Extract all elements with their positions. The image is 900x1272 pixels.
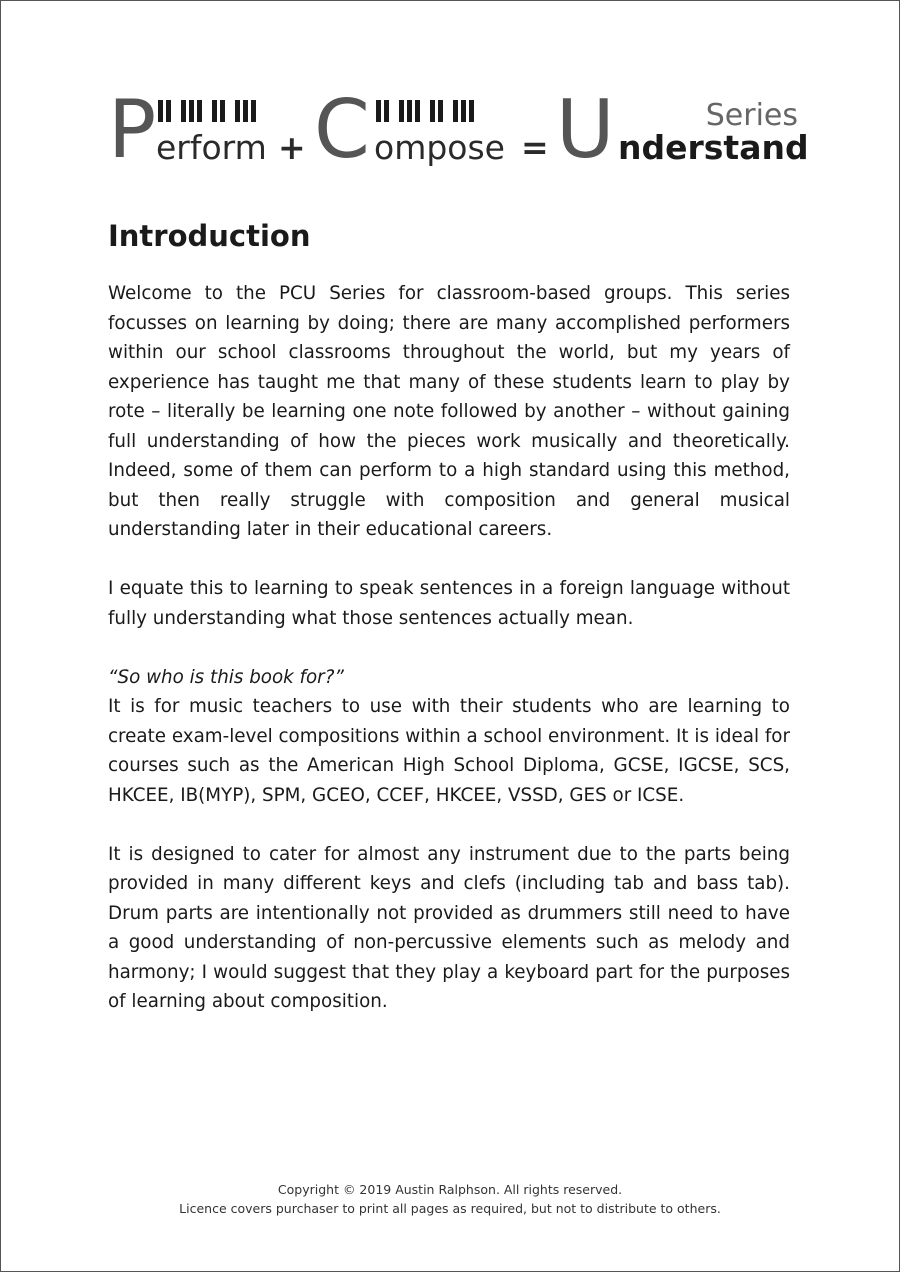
- licence-notice: Licence covers purchaser to print all pages as required, but not to distribute to others.: [179, 1201, 721, 1216]
- page-title: Introduction: [108, 219, 311, 253]
- logo-perform-rest: erform: [156, 128, 267, 167]
- logo-compose-rest: ompose: [374, 128, 505, 167]
- logo-p-initial: P: [108, 83, 157, 176]
- piano-keys-icon: [158, 100, 256, 122]
- logo-understand-rest: nderstand: [618, 128, 809, 167]
- piano-keys-icon-2: [376, 100, 474, 122]
- paragraph-analogy: I equate this to learning to speak sentences in a foreign language without fully understanding what those sentences actually mean.: [108, 578, 790, 629]
- logo-c-initial: C: [314, 83, 370, 176]
- logo-series-word: Series: [705, 98, 798, 133]
- series-logo: [108, 83, 809, 176]
- question-subheading: “So who is this book for?”: [108, 666, 344, 688]
- logo-u-initial: U: [556, 83, 615, 176]
- copyright-notice: Copyright © 2019 Austin Ralphson. All rights reserved.: [277, 1182, 623, 1197]
- paragraph-audience-text: It is for music teachers to use with their students who are learning to create exam-level compositions within a school environment. It is ideal for courses such as the American High School Diploma, GCSE, IGCSE, SCS, HKCEE, IB(MYP), SPM, GCEO, CCEF, HKCEE, VSSD, GES or ICSE.: [108, 696, 790, 806]
- page-footer: [0, 1180, 900, 1218]
- logo-plus: +: [278, 128, 306, 167]
- paragraph-welcome: Welcome to the PCU Series for classroom-based groups. This series focusses on learning by doing; there are many accomplished performers within our school classrooms throughout the world, but my years of experience has taught me that many of these students learn to play by rote – literally be learning one note followed by another – without gaining full understanding of how the pieces work musically and theoretically. Indeed, some of them can perform to a high standard using this method, but then really struggle with composition and general musical understanding later in their educational careers.: [108, 283, 790, 540]
- paragraph-instruments: It is designed to cater for almost any instrument due to the parts being provided in many different keys and clefs (including tab and bass tab). Drum parts are intentionally not provided as drummers still need to have a good understanding of non-percussive elements such as melody and harmony; I would suggest that they play a keyboard part for the purposes of learning about composition.: [108, 843, 790, 1012]
- introduction-body: [108, 279, 790, 1017]
- logo-equals: =: [521, 128, 549, 167]
- paragraph-audience: [108, 663, 790, 811]
